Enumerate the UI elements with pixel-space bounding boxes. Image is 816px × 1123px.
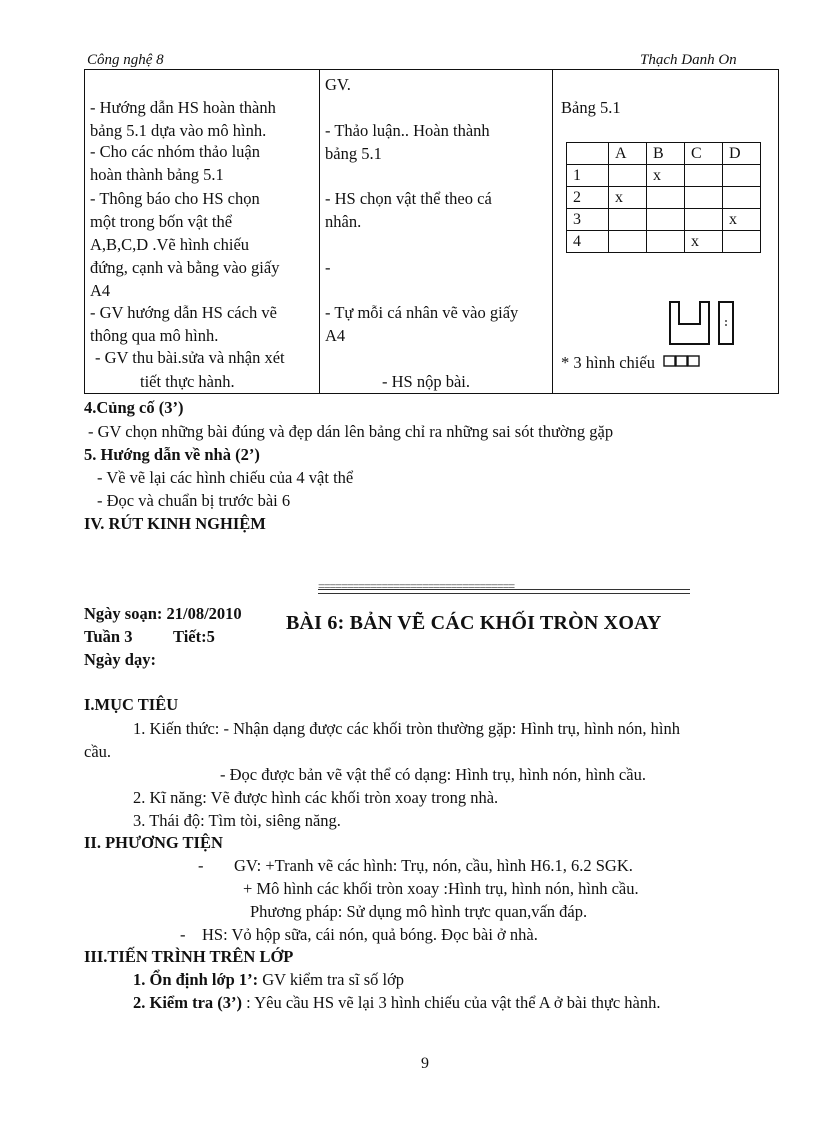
lesson-title: BÀI 6: BẢN VẼ CÁC KHỐI TRÒN XOAY: [286, 612, 662, 634]
teacher-activity-cell: [85, 70, 320, 394]
stabilize-label: 1. Ổn định lớp 1’:: [133, 970, 259, 989]
section4-text: - GV chọn những bài đúng và đẹp dán lên bảng chỉ ra những sai sót thường gặp: [88, 422, 614, 441]
header-subject: Công nghệ 8: [87, 52, 164, 68]
stabilize-line: [133, 970, 404, 990]
knowledge-line: 1. Kiến thức: - Nhận dạng được các khối tròn thường gặp: Hình trụ, hình nón, hình: [133, 719, 680, 738]
projection-note: * 3 hình chiếu: [561, 353, 655, 372]
bang-header-row: [567, 143, 761, 165]
page-number: 9: [421, 1055, 429, 1072]
check-text: : Yêu cầu HS vẽ lại 3 hình chiếu của vật thể A ở bài thực hành.: [242, 993, 661, 1012]
bang-cell: [609, 209, 647, 231]
stabilize-text: GV kiểm tra sĩ số lớp: [258, 970, 405, 989]
c2-line: A4: [325, 326, 346, 345]
bang-cell: x: [723, 209, 761, 231]
teaching-method: Phương pháp: Sử dụng mô hình trực quan,vấn đáp.: [250, 902, 588, 921]
bang-cell: 4: [567, 231, 609, 253]
section5-heading: 5. Hướng dẫn về nhà (2’): [84, 445, 260, 464]
prep-date: Ngày soạn: 21/08/2010: [84, 604, 242, 623]
c1-line: - Thông báo cho HS chọn: [90, 189, 260, 208]
separator-rule: [318, 589, 690, 594]
bang-cell: [647, 187, 685, 209]
bang-row: [567, 165, 761, 187]
section4-heading: 4.Củng cố (3’): [84, 398, 184, 417]
bang-caption: Bảng 5.1: [561, 98, 621, 117]
bang-cell: [685, 209, 723, 231]
c1-line: tiết thực hành.: [140, 372, 235, 391]
bang-cell: 3: [567, 209, 609, 231]
week-label: Tuần 3: [84, 627, 133, 646]
bang-cell: [723, 165, 761, 187]
bang-header-cell: C: [685, 143, 723, 165]
materials-heading: II. PHƯƠNG TIỆN: [84, 833, 223, 852]
c2-line: GV.: [325, 75, 351, 94]
c1-line: - GV hướng dẫn HS cách vẽ: [90, 303, 277, 322]
teacher-materials: + Mô hình các khối tròn xoay :Hình trụ, hình nón, hình cầu.: [243, 879, 639, 898]
bang-cell: [609, 231, 647, 253]
period-label: Tiết:5: [173, 627, 215, 646]
bang-header-cell: D: [723, 143, 761, 165]
c2-line: - HS chọn vật thể theo cá: [325, 189, 492, 208]
bang-header-cell: B: [647, 143, 685, 165]
objectives-heading: I.MỤC TIÊU: [84, 695, 179, 714]
c1-line: một trong bốn vật thể: [90, 212, 233, 231]
bang-cell: x: [609, 187, 647, 209]
student-activity-cell: [320, 70, 553, 394]
check-line: [133, 993, 661, 1013]
c1-line: - Hướng dẫn HS hoàn thành: [90, 98, 276, 117]
bang-cell: [647, 231, 685, 253]
projection-drawing: [667, 300, 737, 348]
bang-row: [567, 209, 761, 231]
bang-row: [567, 187, 761, 209]
bang-cell: [647, 209, 685, 231]
section-iv-heading: IV. RÚT KINH NGHIỆM: [84, 514, 266, 533]
bang-header-cell: A: [609, 143, 647, 165]
student-materials: HS: Vỏ hộp sữa, cái nón, quả bóng. Đọc bài ở nhà.: [202, 925, 538, 944]
bang-cell: [723, 231, 761, 253]
c1-line: - Cho các nhóm thảo luận: [90, 142, 260, 161]
bang-cell: x: [685, 231, 723, 253]
c2-line: - Thảo luận.. Hoàn thành: [325, 121, 490, 140]
bang-cell: [609, 165, 647, 187]
bang-row: [567, 231, 761, 253]
process-heading: III.TIẾN TRÌNH TRÊN LỚP: [84, 947, 294, 966]
c1-line: đứng, cạnh và bằng vào giấy: [90, 258, 280, 277]
c1-line: - GV thu bài.sửa và nhận xét: [95, 348, 285, 367]
c1-line: hoàn thành bảng 5.1: [90, 165, 224, 184]
materials-bullet: -: [180, 925, 186, 944]
c2-line: - Tự mỗi cá nhân vẽ vào giấy: [325, 303, 519, 322]
c2-line: - HS nộp bài.: [382, 372, 470, 391]
knowledge-line: - Đọc được bản vẽ vật thể có dạng: Hình trụ, hình nón, hình cầu.: [220, 765, 646, 784]
header-author: Thạch Danh On: [640, 52, 737, 68]
separator: ==================================: [318, 579, 515, 593]
bang-5-1-table: [566, 142, 761, 253]
c2-line: bảng 5.1: [325, 144, 382, 163]
materials-bullet: -: [198, 856, 204, 875]
check-label: 2. Kiểm tra (3’): [133, 993, 243, 1012]
c1-line: bảng 5.1 dựa vào mô hình.: [90, 121, 267, 140]
bang-cell: [723, 187, 761, 209]
section5-item: - Đọc và chuẩn bị trước bài 6: [97, 491, 291, 510]
teacher-materials: GV: +Tranh vẽ các hình: Trụ, nón, cầu, hình H6.1, 6.2 SGK.: [234, 856, 633, 875]
c2-line: nhân.: [325, 212, 362, 231]
c2-line: -: [325, 258, 331, 277]
bang-cell: x: [647, 165, 685, 187]
skill-line: 2. Kĩ năng: Vẽ được hình các khối tròn xoay trong nhà.: [133, 788, 499, 807]
attitude-line: 3. Thái độ: Tìm tòi, siêng năng.: [133, 811, 341, 830]
section5-item: - Về vẽ lại các hình chiếu của 4 vật thể: [97, 468, 354, 487]
mini-projection-icon: [663, 354, 703, 368]
bang-cell: 2: [567, 187, 609, 209]
knowledge-line: cầu.: [84, 742, 112, 761]
c1-line: thông qua mô hình.: [90, 326, 219, 345]
c1-line: A,B,C,D .Vẽ hình chiếu: [90, 235, 250, 254]
c1-line: A4: [90, 281, 111, 300]
bang-header-cell: [567, 143, 609, 165]
teach-date: Ngày dạy:: [84, 650, 156, 669]
bang-cell: [685, 187, 723, 209]
bang-cell: 1: [567, 165, 609, 187]
bang-cell: [685, 165, 723, 187]
